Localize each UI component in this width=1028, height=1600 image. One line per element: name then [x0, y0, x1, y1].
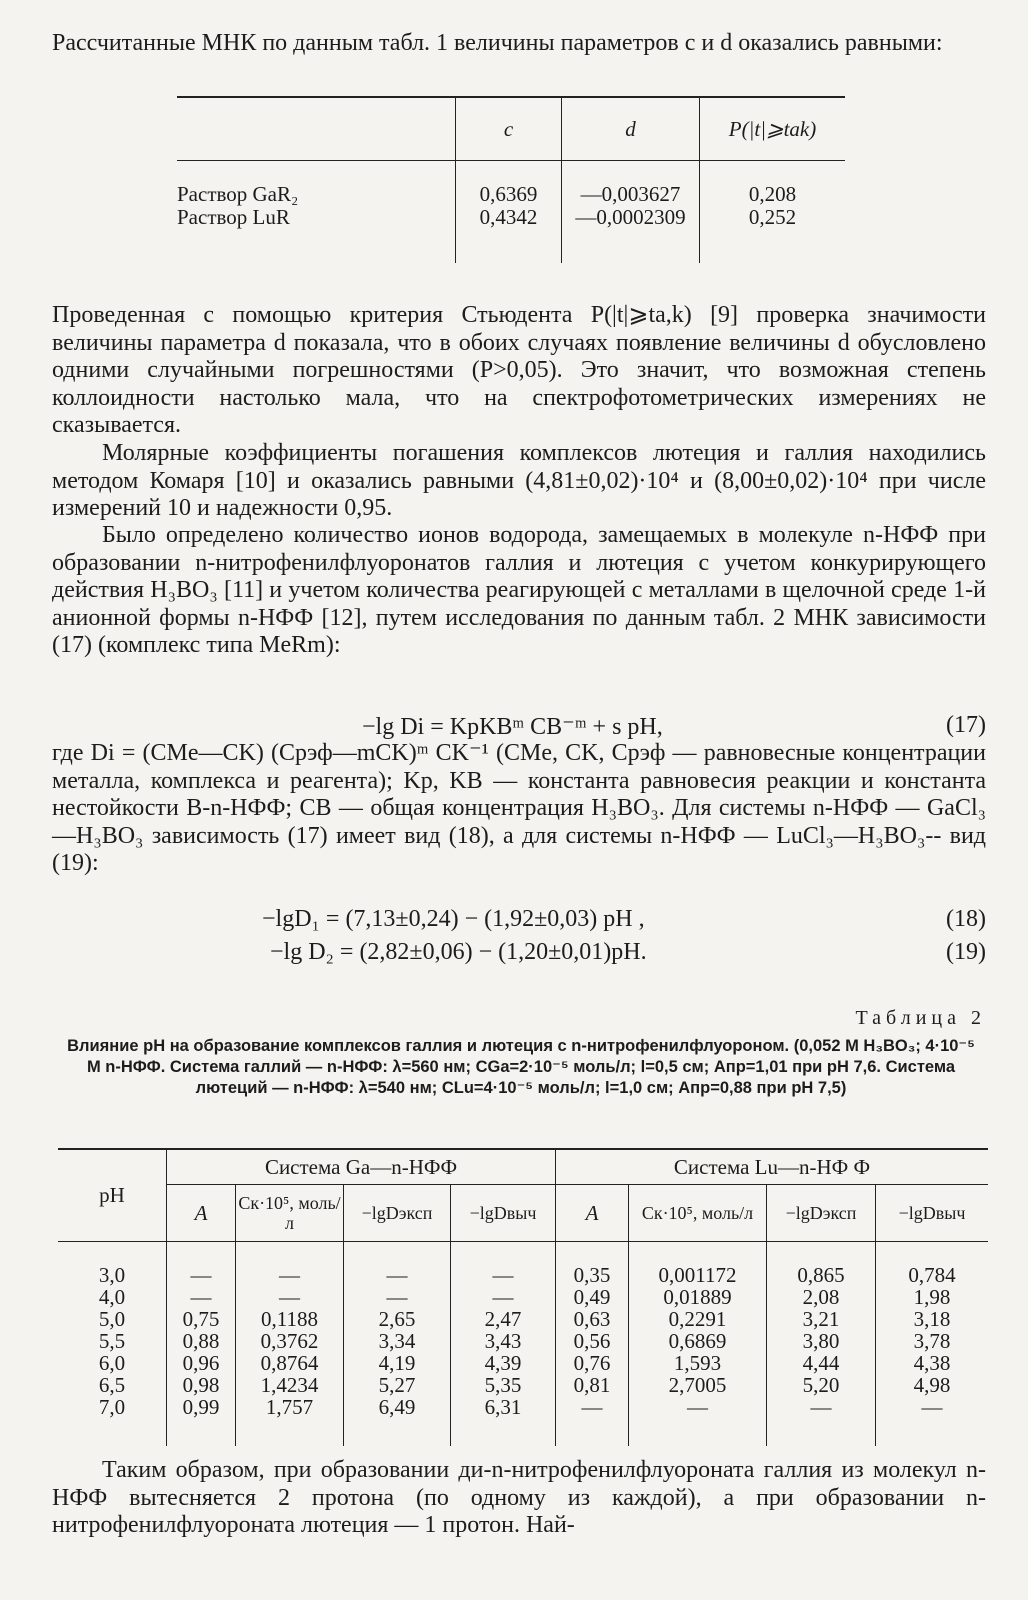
equation-number: (18): [946, 906, 986, 932]
equation-17: [52, 712, 986, 742]
hydrogen-ions-paragraph: Было определено количество ионов водорода, замещаемых в молекуле n-НФФ при образовании n-нитрофенилфлуоронатов галлия и лютеция с учетом конкурирующего действия H₃BO₃ [11] и учетом количества реагирующей с металлами в щелочной среде 1-й анионной формы n-НФФ [12], путем исследования по данным табл. 2 МНК зависимости (17) (комплекс типа MeRm):: [52, 522, 986, 658]
header-lgd-exp: −lgDэксп: [344, 1185, 451, 1242]
d-values: [562, 161, 700, 264]
table-cell: 0,784: [876, 1242, 989, 1287]
table-cell: 6,49: [344, 1396, 451, 1446]
header-lgd-calc: −lgDвыч: [876, 1185, 989, 1242]
table-row: [58, 1308, 988, 1330]
table-cell: 5,35: [451, 1374, 556, 1396]
table-cell: —: [876, 1396, 989, 1446]
table-cell: —0,003627: [580, 182, 681, 206]
table-cell: 2,65: [344, 1308, 451, 1330]
table-row: [58, 1352, 988, 1374]
equation-expression: −lgD₁ = (7,13±0,24) − (1,92±0,03) pH ,: [262, 906, 645, 932]
table-cell: —: [167, 1242, 236, 1287]
table-cell: 0,4342: [479, 205, 538, 229]
table-cell: 1,593: [629, 1352, 767, 1374]
table-cell: 0,208: [748, 182, 797, 206]
table-cell: 0,98: [167, 1374, 236, 1396]
table-cell: 3,43: [451, 1330, 556, 1352]
table-cell: —: [451, 1286, 556, 1308]
header-ph: pH: [58, 1149, 167, 1242]
table-cell: —: [236, 1286, 344, 1308]
table-cell: 4,44: [767, 1352, 876, 1374]
table-cell: 0,76: [556, 1352, 629, 1374]
table-cell: 2,08: [767, 1286, 876, 1308]
header-lgd-calc: −lgDвыч: [451, 1185, 556, 1242]
table-cell: 6,5: [98, 1373, 126, 1397]
table-cell: 3,0: [98, 1263, 126, 1287]
row-labels: [177, 161, 456, 264]
table-cell: —: [556, 1396, 629, 1446]
table-cell: 4,38: [876, 1352, 989, 1374]
table-body: [58, 1242, 988, 1447]
table-title: Влияние pH на образование комплексов галлия и лютеция с n-нитрофенилфлуороном. (0,052 М H₃BO₃; 4·10⁻⁵ М n-НФФ. Система галлий — n-НФФ: λ=560 нм; CGa=2·10⁻⁵ моль/л; l=0,5 см; Aпр=1,01 при pH 7,6. Система лютеций — n-НФФ: λ=540 нм; CLu=4·10⁻⁵ моль/л; l=1,0 см; Aпр=0,88 при pH 7,5): [67, 1037, 975, 1097]
header-lu-system: Система Lu—n-НФ Ф: [556, 1149, 989, 1185]
table-cell: —: [451, 1242, 556, 1287]
table-cell: 5,20: [767, 1374, 876, 1396]
equation-number: (19): [946, 939, 986, 965]
table-cell: 4,19: [344, 1352, 451, 1374]
table-cell: 2,7005: [629, 1374, 767, 1396]
table-row: [58, 1242, 988, 1287]
table-cell: 0,96: [167, 1352, 236, 1374]
table-cell: 6,0: [98, 1351, 126, 1375]
table-row: [58, 1396, 988, 1446]
ph-influence-table: [58, 1148, 988, 1446]
table-cell: 0,2291: [629, 1308, 767, 1330]
equation-expression: −lg Di = KpKBᵐ CB⁻ᵐ + s pH,: [362, 714, 663, 740]
header-ga-system: Система Ga—n-НФФ: [167, 1149, 556, 1185]
table-cell: 4,98: [876, 1374, 989, 1396]
equation-expression: −lg D₂ = (2,82±0,06) − (1,20±0,01)pH.: [270, 939, 647, 965]
parameters-table: [177, 96, 845, 263]
table-cell: 4,39: [451, 1352, 556, 1374]
table-cell: 0,88: [167, 1330, 236, 1352]
table-caption: Таблица 2: [855, 1007, 986, 1029]
table-cell: 0,75: [167, 1308, 236, 1330]
table-cell: 5,27: [344, 1374, 451, 1396]
equation-18: [52, 906, 986, 936]
table-row: [58, 1330, 988, 1352]
table-cell: —: [167, 1286, 236, 1308]
header-lgd-exp: −lgDэксп: [767, 1185, 876, 1242]
header-ck: Cк·10⁵, моль/л: [629, 1185, 767, 1242]
table-row: [58, 1374, 988, 1396]
table-cell: —: [767, 1396, 876, 1446]
molar-coefficients-paragraph: Молярные коэффициенты погашения комплексов лютеция и галлия находились методом Комаря [10] и оказались равными (4,81±0,02)·10⁴ и (8,00±0,02)·10⁴ при числе измерений 10 и надежности 0,95.: [52, 440, 986, 521]
table-cell: —: [344, 1242, 451, 1287]
table-cell: 0,99: [167, 1396, 236, 1446]
table-cell: 1,757: [236, 1396, 344, 1446]
table-cell: 3,80: [767, 1330, 876, 1352]
c-values: [456, 161, 562, 264]
table-cell: 3,34: [344, 1330, 451, 1352]
table-cell: 1,98: [876, 1286, 989, 1308]
table-cell: 5,0: [98, 1307, 126, 1331]
table-cell: 1,4234: [236, 1374, 344, 1396]
table-cell: 3,78: [876, 1330, 989, 1352]
table-cell: 0,63: [556, 1308, 629, 1330]
table-header-p: P(|t|⩾tak): [700, 97, 846, 161]
conclusion-paragraph: Таким образом, при образовании ди-n-нитрофенилфлуороната галлия из молекул n-НФФ вытесняется 2 протона (по одному из каждой), а при образовании n-нитрофенилфлуороната лютеция — 1 протон. Най-: [52, 1457, 986, 1538]
table-cell: 3,18: [876, 1308, 989, 1330]
table-header-d: d: [562, 97, 700, 161]
table-cell: 0,252: [748, 205, 797, 229]
table-cell: 0,865: [767, 1242, 876, 1287]
table-cell: —: [344, 1286, 451, 1308]
table-cell: 0,56: [556, 1330, 629, 1352]
equation-19: [52, 939, 986, 969]
table-cell: 5,5: [98, 1329, 126, 1353]
p-values: [700, 161, 846, 264]
table-cell: 2,47: [451, 1308, 556, 1330]
table-cell: 0,1188: [236, 1308, 344, 1330]
definitions-paragraph: где Di = (CMe—CK) (Cpэф—mCK)ᵐ CK⁻¹ (CMe, CK, Cpэф — равновесные концентрации металла, комплекса и реагента); Kp, KB — константа равновесия реакции и константа нестойкости B-n-НФФ; CB — общая концентрация H₃BO₃. Для системы n-НФФ — GaCl₃—H₃BO₃ зависимость (17) имеет вид (18), а для системы n-НФФ — LuCl₃—H₃BO₃-- вид (19):: [52, 740, 986, 876]
header-a: A: [556, 1185, 629, 1242]
table-cell: 0,35: [556, 1242, 629, 1287]
table-header-empty: [177, 97, 456, 161]
table-cell: 0,8764: [236, 1352, 344, 1374]
table-cell: 0,3762: [236, 1330, 344, 1352]
table-cell: —: [236, 1242, 344, 1287]
header-a: A: [167, 1185, 236, 1242]
table-cell: 0,01889: [629, 1286, 767, 1308]
intro-paragraph: Рассчитанные МНК по данным табл. 1 величины параметров c и d оказались равными:: [52, 30, 943, 56]
table-cell: 0,6869: [629, 1330, 767, 1352]
table-cell: 0,6369: [479, 182, 538, 206]
row-label: Раствор LuR: [177, 205, 290, 229]
table-cell: 3,21: [767, 1308, 876, 1330]
table-cell: 6,31: [451, 1396, 556, 1446]
table-cell: 7,0: [98, 1395, 126, 1419]
table-cell: 0,49: [556, 1286, 629, 1308]
table-row: [58, 1286, 988, 1308]
table-cell: —0,0002309: [575, 205, 686, 229]
header-ck: Cк·10⁵, моль/л: [236, 1185, 344, 1242]
table-cell: 0,001172: [629, 1242, 767, 1287]
row-label: Раствор GaR₂: [177, 182, 299, 206]
table-header-c: c: [456, 97, 562, 161]
student-criterion-paragraph: Проведенная с помощью критерия Стьюдента P(|t|⩾ta,k) [9] проверка значимости величины параметра d показала, что в обоих случаях появление величины d обусловлено одними случайными погрешностями (P>0,05). Это значит, что возможная степень коллоидности настолько мала, что на спектрофотометрических измерениях не сказывается.: [52, 302, 986, 438]
table-cell: —: [629, 1396, 767, 1446]
table-cell: 0,81: [556, 1374, 629, 1396]
table-cell: 4,0: [98, 1285, 126, 1309]
equation-number: (17): [946, 712, 986, 738]
